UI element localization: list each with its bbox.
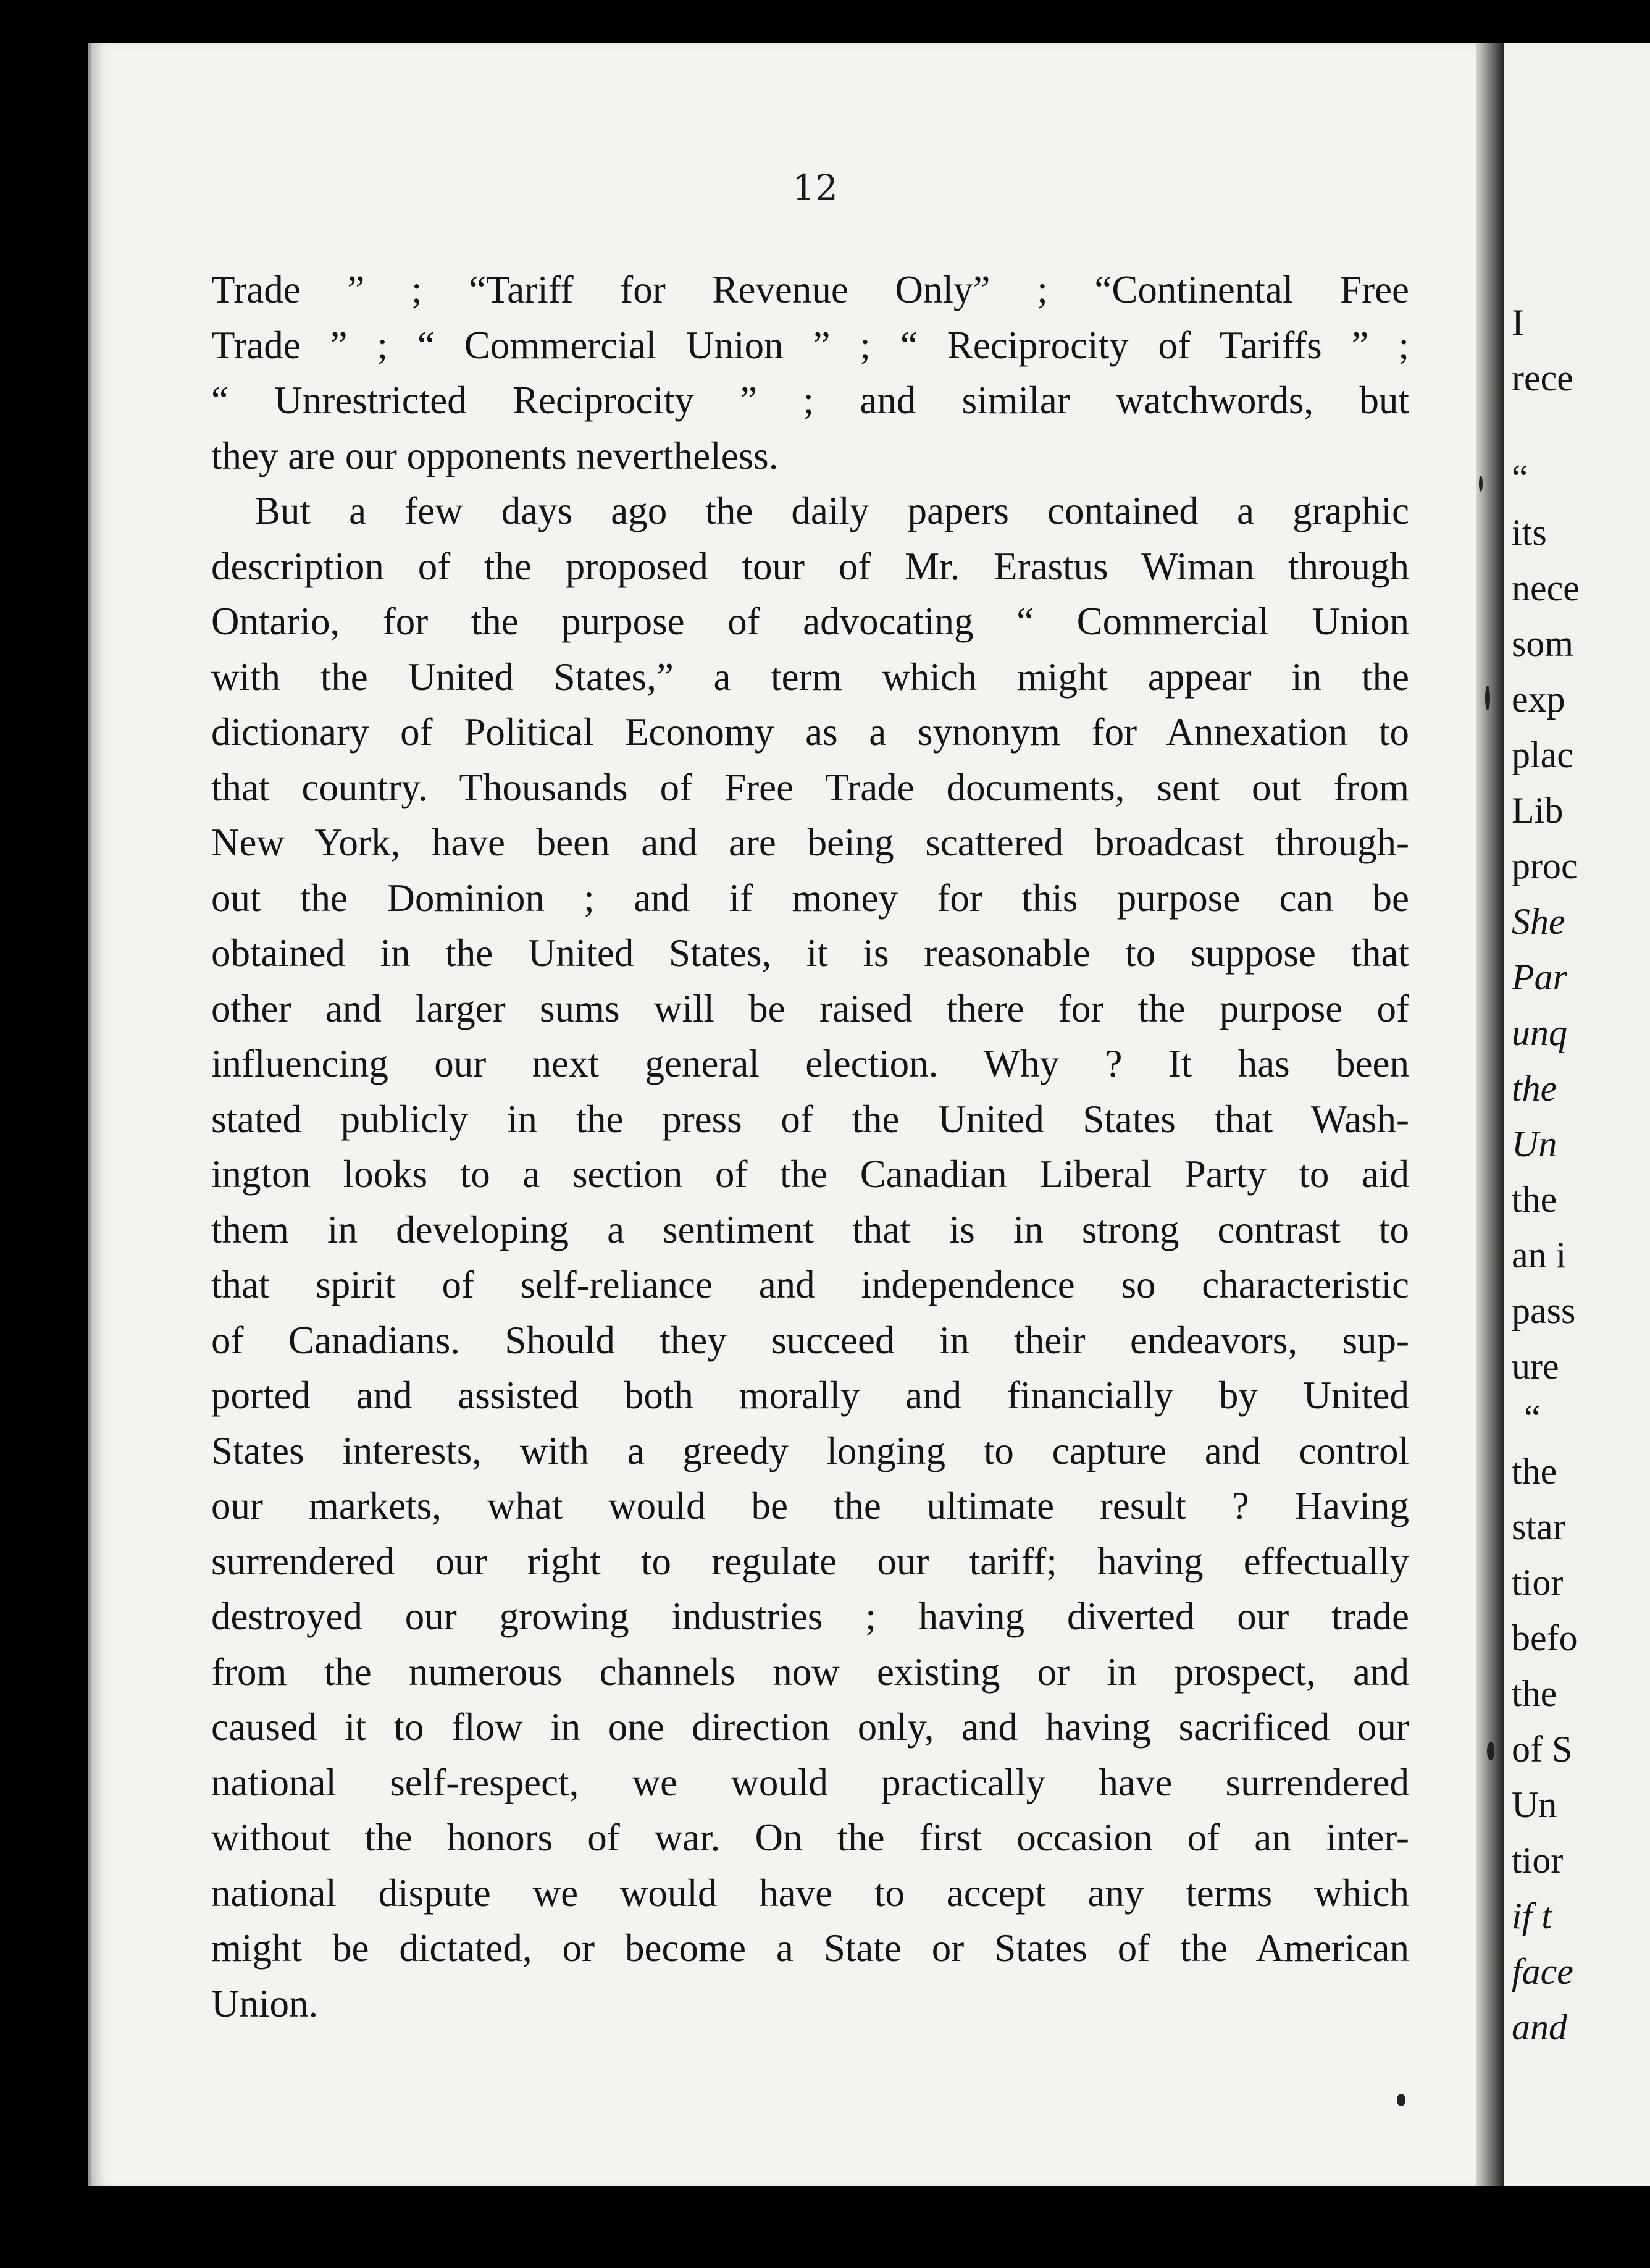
text-line: New York, have been and are being scattered broadcast through- [211,821,1409,864]
text-line: of Canadians. Should they succeed in their endeavors, sup- [211,1318,1409,1362]
right-fragment: plac [1512,734,1573,775]
right-fragment: tior [1512,1562,1564,1603]
text-line: they are our opponents nevertheless. [211,434,779,477]
right-fragment: Un [1512,1784,1557,1825]
right-fragment: “ [1524,1398,1541,1438]
text-line: other and larger sums will be raised there for the purpose of [211,986,1409,1030]
text-line: obtained in the United States, it is reasonable to suppose that [211,931,1409,975]
text-line: Trade ” ; “ Commercial Union ” ; “ Reciprocity of Tariffs ” ; [211,323,1409,367]
right-fragment: the [1512,1451,1557,1492]
right-fragment: befo [1512,1618,1578,1658]
right-fragment: an i [1512,1235,1567,1275]
text-line: national self-respect, we would practically have surrendered [211,1760,1409,1804]
text-line: “ Unrestricted Reciprocity ” ; and similar watchwords, but [211,379,1409,422]
right-fragment: I [1512,302,1524,343]
right-fragment: ure [1512,1346,1559,1387]
right-fragment: som [1512,623,1574,664]
text-line: out the Dominion ; and if money for this purpose can be [211,876,1409,920]
text-line: ington looks to a section of the Canadian Liberal Party to aid [211,1153,1409,1196]
right-fragment: Lib [1512,790,1564,831]
right-fragment: the [1512,1068,1557,1109]
text-line: Union. [211,1981,319,2025]
text-line: description of the proposed tour of Mr. Erastus Wiman through [211,544,1409,588]
right-fragment: face [1512,1951,1573,1992]
right-fragment: pass [1512,1290,1576,1331]
text-line: destroyed our growing industries ; having diverted our trade [211,1595,1409,1638]
right-fragment: She [1512,901,1565,942]
text-line: dictionary of Political Economy as a synonym for Annexation to [211,710,1409,754]
text-line: surrendered our right to regulate our tariff; having effectually [211,1539,1409,1583]
ink-speck [1397,2094,1405,2106]
text-line: without the honors of war. On the first occasion of an inter- [211,1816,1409,1859]
right-fragment: Un [1512,1124,1557,1164]
text-line: our markets, what would be the ultimate result ? Having [211,1484,1409,1527]
text-line: stated publicly in the press of the United States that Wash- [211,1097,1409,1141]
right-fragment: unq [1512,1012,1567,1053]
right-fragment: “ [1512,458,1528,498]
text-line: with the United States,” a term which might appear in the [211,655,1409,699]
binding-mark [1485,686,1490,710]
right-fragment: its [1512,512,1547,553]
binding-mark [1479,476,1483,492]
binding-mark [1487,1742,1494,1760]
right-fragment: exp [1512,679,1565,720]
text-line: caused it to flow in one direction only, and having sacrificed our [211,1705,1409,1749]
text-line: influencing our next general election. Why ? It has been [211,1042,1409,1085]
page-number: 12 [792,167,838,209]
right-fragment: tior [1512,1840,1564,1881]
text-line: Ontario, for the purpose of advocating “ Commercial Union [211,600,1409,643]
text-line: them in developing a sentiment that is in strong contrast to [211,1208,1409,1251]
text-line: that country. Thousands of Free Trade documents, sent out from [211,765,1409,809]
text-line: national dispute we would have to accept any terms which [211,1871,1409,1915]
right-fragment: Par [1512,957,1567,998]
right-fragment: the [1512,1673,1557,1714]
text-line: But a few days ago the daily papers contained a graphic [254,489,1409,532]
text-line: might be dictated, or become a State or States of the American [211,1926,1409,1970]
text-line: Trade ” ; “Tariff for Revenue Only” ; “Continental Free [211,268,1409,311]
right-fragment: if t [1512,1896,1552,1936]
right-fragment: the [1512,1179,1557,1220]
text-line: from the numerous channels now existing or in prospect, and [211,1650,1409,1694]
right-fragment: nece [1512,568,1580,608]
text-line: ported and assisted both morally and financially by United [211,1374,1409,1417]
text-line: that spirit of self-reliance and independence so characteristic [211,1263,1409,1306]
right-fragment: and [1512,2007,1567,2048]
text-line: States interests, with a greedy longing to capture and control [211,1429,1409,1472]
right-fragment: rece [1512,358,1573,398]
right-fragment: star [1512,1506,1565,1547]
right-fragment: of S [1512,1729,1573,1770]
main-text-block [211,262,1409,2031]
right-fragment: proc [1512,846,1578,886]
page-gutter [1476,43,1504,2186]
